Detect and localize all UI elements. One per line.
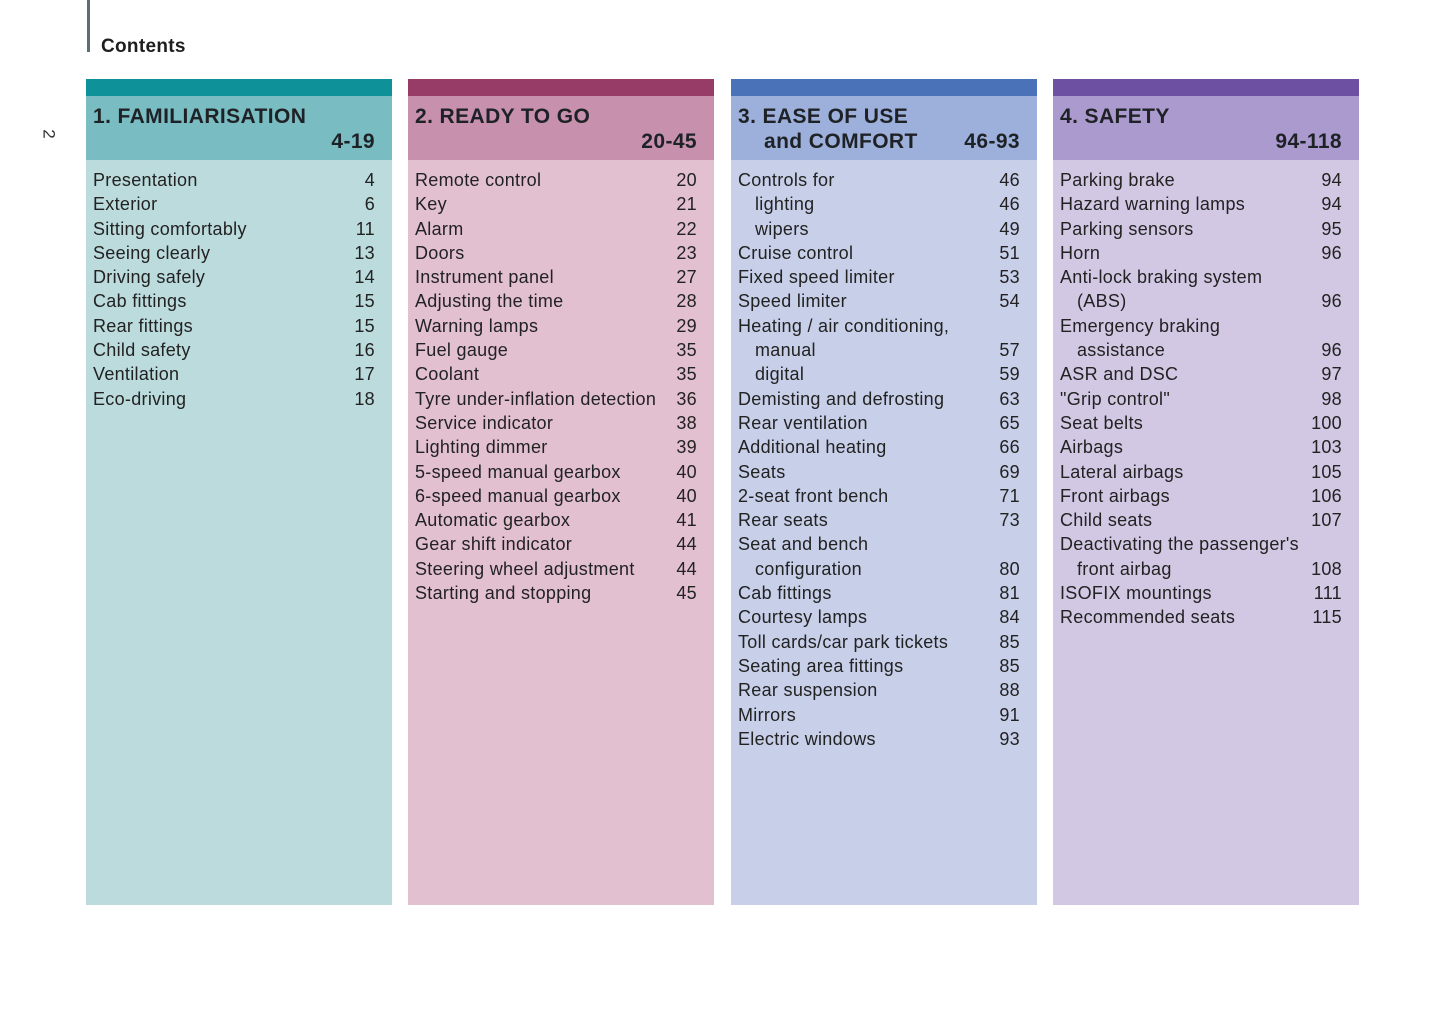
entry-label: digital — [755, 364, 805, 385]
toc-entry[interactable] — [415, 583, 697, 607]
toc-entry[interactable] — [415, 267, 697, 291]
toc-entry[interactable] — [93, 389, 375, 413]
toc-entry[interactable] — [415, 486, 697, 510]
entry-page-number: 36 — [676, 388, 697, 409]
toc-entry[interactable] — [415, 534, 697, 558]
entry-label: Warning lamps — [415, 315, 539, 336]
page-heading: Contents — [101, 36, 186, 57]
entry-page-number: 21 — [676, 194, 697, 215]
toc-entry[interactable] — [1060, 219, 1342, 243]
entry-page-number: 93 — [999, 728, 1020, 749]
toc-entry[interactable] — [1060, 170, 1342, 194]
entry-label: Parking brake — [1060, 170, 1175, 190]
toc-entry[interactable] — [738, 413, 1020, 437]
entry-page-number: 106 — [1311, 485, 1342, 506]
entry-page-number: 107 — [1311, 510, 1342, 531]
entry-label: Toll cards/car park tickets — [738, 631, 949, 652]
toc-entry[interactable] — [415, 389, 697, 413]
entry-page-number: 51 — [999, 242, 1020, 263]
entry-page-number: 98 — [1321, 388, 1342, 409]
toc-entry[interactable] — [738, 340, 1020, 364]
entry-label: Seeing clearly — [93, 242, 211, 263]
entry-label: Lateral airbags — [1060, 461, 1184, 482]
header-rule — [87, 0, 90, 52]
entry-label: Seating area fittings — [738, 655, 904, 676]
entry-label: assistance — [1077, 340, 1166, 361]
toc-entry[interactable] — [738, 462, 1020, 486]
page-number: 2 — [39, 129, 59, 139]
entry-page-number: 103 — [1311, 437, 1342, 458]
toc-entry[interactable] — [738, 389, 1020, 413]
entry-label: Sitting comfortably — [93, 218, 247, 239]
entry-page-number: 84 — [999, 607, 1020, 628]
section-title: 2. READY TO GO — [415, 105, 591, 128]
section-color-bar — [731, 79, 1037, 96]
toc-entry[interactable] — [738, 705, 1020, 729]
section-color-bar — [86, 79, 392, 96]
toc-entry[interactable] — [738, 194, 1020, 218]
entry-label: Alarm — [415, 218, 464, 239]
entry-label: Hazard warning lamps — [1060, 194, 1246, 215]
toc-entry[interactable] — [738, 583, 1020, 607]
toc-entry[interactable] — [93, 243, 375, 267]
toc-entry[interactable] — [738, 243, 1020, 267]
section-page-range: 94-118 — [1275, 130, 1342, 153]
entry-label: Front airbags — [1060, 485, 1170, 506]
section-header[interactable] — [1053, 96, 1359, 160]
entry-label: Exterior — [93, 194, 158, 215]
toc-entry[interactable] — [93, 219, 375, 243]
section-color-bar — [408, 79, 714, 96]
toc-entry[interactable] — [1060, 413, 1342, 437]
toc-entry[interactable] — [415, 170, 697, 194]
entry-label: (ABS) — [1077, 291, 1127, 312]
toc-entry[interactable] — [1060, 510, 1342, 534]
entry-page-number: 80 — [999, 558, 1020, 579]
toc-entry[interactable] — [415, 364, 697, 388]
entry-label: "Grip control" — [1060, 388, 1171, 409]
entry-page-number: 53 — [999, 267, 1020, 288]
toc-entry[interactable] — [1060, 316, 1342, 340]
section-column — [86, 79, 392, 905]
section-column — [731, 79, 1037, 905]
entry-page-number: 71 — [999, 485, 1020, 506]
entry-page-number: 35 — [676, 364, 697, 385]
toc-entry[interactable] — [415, 291, 697, 315]
toc-entry[interactable] — [1060, 389, 1342, 413]
entry-label: Heating / air conditioning, — [738, 315, 950, 336]
toc-entry[interactable] — [415, 413, 697, 437]
entry-label: Rear suspension — [738, 680, 878, 701]
entry-label: Doors — [415, 242, 465, 263]
section-color-bar — [1053, 79, 1359, 96]
entry-label: Mirrors — [738, 704, 797, 725]
toc-entry[interactable] — [415, 462, 697, 486]
toc-entry[interactable] — [1060, 243, 1342, 267]
toc-entry[interactable] — [738, 437, 1020, 461]
section-body — [408, 160, 714, 905]
entry-label: Presentation — [93, 170, 198, 190]
entry-label: Fixed speed limiter — [738, 267, 895, 288]
section-title-continued: and COMFORT — [764, 130, 918, 153]
toc-entry[interactable] — [738, 510, 1020, 534]
entry-label: Gear shift indicator — [415, 534, 573, 555]
toc-entry[interactable] — [415, 316, 697, 340]
toc-entry[interactable] — [93, 170, 375, 194]
entry-label: Rear seats — [738, 510, 829, 531]
entry-label: Instrument panel — [415, 267, 554, 288]
entry-page-number: 85 — [999, 655, 1020, 676]
entry-label: Recommended seats — [1060, 607, 1236, 628]
entry-page-number: 45 — [676, 583, 697, 604]
entry-page-number: 105 — [1311, 461, 1342, 482]
entry-label: Child safety — [93, 340, 191, 361]
entry-page-number: 115 — [1312, 607, 1342, 628]
entry-page-number: 49 — [999, 218, 1020, 239]
entry-label: manual — [755, 340, 816, 361]
toc-entry[interactable] — [738, 632, 1020, 656]
section-page-range: 46-93 — [964, 130, 1020, 153]
toc-entry[interactable] — [738, 534, 1020, 558]
entry-label: Airbags — [1060, 437, 1124, 458]
entry-list — [86, 160, 392, 413]
section-body — [1053, 160, 1359, 905]
entry-label: Ventilation — [93, 364, 180, 385]
toc-entry[interactable] — [415, 340, 697, 364]
entry-page-number: 85 — [999, 631, 1020, 652]
section-title: 4. SAFETY — [1060, 105, 1170, 128]
toc-entry[interactable] — [738, 170, 1020, 194]
entry-page-number: 4 — [364, 170, 375, 190]
entry-label: Adjusting the time — [415, 291, 564, 312]
entry-page-number: 29 — [676, 315, 697, 336]
entry-page-number: 40 — [676, 485, 697, 506]
entry-label: Lighting dimmer — [415, 437, 548, 458]
toc-entry[interactable] — [1060, 267, 1342, 291]
entry-label: 2-seat front bench — [738, 485, 889, 506]
toc-entry[interactable] — [738, 316, 1020, 340]
entry-label: Demisting and defrosting — [738, 388, 945, 409]
entry-page-number: 100 — [1311, 412, 1342, 433]
entry-label: Coolant — [415, 364, 480, 385]
entry-page-number: 69 — [999, 461, 1020, 482]
entry-label: Electric windows — [738, 728, 876, 749]
entry-page-number: 41 — [676, 510, 697, 531]
section-header[interactable] — [86, 96, 392, 160]
entry-page-number: 15 — [354, 315, 375, 336]
toc-entry[interactable] — [1060, 462, 1342, 486]
entry-label: Cab fittings — [93, 291, 187, 312]
entry-page-number: 81 — [999, 583, 1020, 604]
entry-page-number: 22 — [676, 218, 697, 239]
entry-page-number: 63 — [999, 388, 1020, 409]
entry-label: configuration — [755, 558, 862, 579]
toc-entry[interactable] — [738, 656, 1020, 680]
toc-entry[interactable] — [1060, 534, 1342, 558]
toc-entry[interactable] — [1060, 291, 1342, 315]
toc-entry[interactable] — [93, 267, 375, 291]
entry-list — [408, 160, 714, 607]
entry-page-number: 44 — [676, 558, 697, 579]
entry-label: Rear fittings — [93, 315, 193, 336]
entry-page-number: 17 — [354, 364, 375, 385]
toc-entry[interactable] — [738, 291, 1020, 315]
entry-page-number: 66 — [999, 437, 1020, 458]
entry-page-number: 11 — [355, 218, 375, 239]
entry-page-number: 40 — [676, 461, 697, 482]
entry-label: Controls for — [738, 170, 835, 190]
toc-entry[interactable] — [738, 559, 1020, 583]
entry-page-number: 39 — [676, 437, 697, 458]
toc-entry[interactable] — [738, 680, 1020, 704]
entry-label: wipers — [755, 218, 809, 239]
entry-label: ISOFIX mountings — [1060, 583, 1212, 604]
toc-entry[interactable] — [1060, 486, 1342, 510]
toc-entry[interactable] — [93, 291, 375, 315]
entry-list — [731, 160, 1037, 753]
toc-entry[interactable] — [1060, 194, 1342, 218]
toc-entry[interactable] — [415, 437, 697, 461]
toc-entry[interactable] — [415, 559, 697, 583]
entry-label: Seats — [738, 461, 786, 482]
entry-label: Tyre under-inflation detection — [415, 388, 657, 409]
entry-label: ASR and DSC — [1060, 364, 1179, 385]
entry-label: Emergency braking — [1060, 315, 1221, 336]
toc-entry[interactable] — [1060, 364, 1342, 388]
section-page-range: 20-45 — [641, 130, 697, 153]
toc-entry[interactable] — [738, 364, 1020, 388]
entry-page-number: 73 — [999, 510, 1020, 531]
toc-entry[interactable] — [93, 316, 375, 340]
toc-entry[interactable] — [93, 194, 375, 218]
toc-entry[interactable] — [415, 194, 697, 218]
entry-label: Courtesy lamps — [738, 607, 868, 628]
toc-entry[interactable] — [738, 607, 1020, 631]
section-body — [86, 160, 392, 905]
entry-page-number: 96 — [1321, 242, 1342, 263]
entry-page-number: 14 — [354, 267, 375, 288]
entry-label: Service indicator — [415, 412, 554, 433]
section-title: 3. EASE OF USE — [738, 105, 909, 128]
entry-label: Remote control — [415, 170, 542, 190]
toc-entry[interactable] — [93, 364, 375, 388]
entry-page-number: 91 — [999, 704, 1020, 725]
section-page-range: 4-19 — [331, 130, 375, 153]
entry-page-number: 18 — [354, 388, 375, 409]
entry-page-number: 20 — [676, 170, 697, 190]
entry-page-number: 65 — [999, 412, 1020, 433]
entry-page-number: 46 — [999, 194, 1020, 215]
entry-page-number: 54 — [999, 291, 1020, 312]
entry-page-number: 94 — [1321, 194, 1342, 215]
entry-label: Child seats — [1060, 510, 1153, 531]
entry-page-number: 46 — [999, 170, 1020, 190]
entry-page-number: 13 — [354, 242, 375, 263]
entry-label: 6-speed manual gearbox — [415, 485, 621, 506]
entry-label: Steering wheel adjustment — [415, 558, 635, 579]
entry-page-number: 15 — [354, 291, 375, 312]
section-column — [1053, 79, 1359, 905]
toc-entry[interactable] — [1060, 437, 1342, 461]
entry-label: Eco-driving — [93, 388, 187, 409]
entry-label: Key — [415, 194, 447, 215]
entry-label: Starting and stopping — [415, 583, 592, 604]
entry-label: Deactivating the passenger's — [1060, 534, 1299, 555]
entry-label: Additional heating — [738, 437, 887, 458]
entry-page-number: 23 — [676, 242, 697, 263]
entry-label: Parking sensors — [1060, 218, 1194, 239]
entry-label: Anti-lock braking system — [1060, 267, 1263, 288]
entry-label: lighting — [755, 194, 815, 215]
entry-page-number: 6 — [364, 194, 375, 215]
entry-page-number: 16 — [354, 340, 375, 361]
entry-label: 5-speed manual gearbox — [415, 461, 621, 482]
toc-entry[interactable] — [1060, 607, 1342, 631]
entry-list — [1053, 160, 1359, 632]
entry-label: Automatic gearbox — [415, 510, 571, 531]
toc-entry[interactable] — [738, 729, 1020, 753]
entry-page-number: 57 — [999, 340, 1020, 361]
entry-label: Cruise control — [738, 242, 854, 263]
toc-entry[interactable] — [93, 340, 375, 364]
entry-page-number: 111 — [1313, 583, 1342, 604]
entry-page-number: 35 — [676, 340, 697, 361]
section-title: 1. FAMILIARISATION — [93, 105, 307, 128]
entry-page-number: 88 — [999, 680, 1020, 701]
toc-entry[interactable] — [415, 243, 697, 267]
section-header[interactable] — [408, 96, 714, 160]
section-column — [408, 79, 714, 905]
entry-label: front airbag — [1077, 558, 1172, 579]
entry-label: Fuel gauge — [415, 340, 509, 361]
toc-entry[interactable] — [415, 510, 697, 534]
entry-page-number: 38 — [676, 412, 697, 433]
entry-page-number: 97 — [1321, 364, 1342, 385]
entry-label: Horn — [1060, 242, 1101, 263]
entry-page-number: 59 — [999, 364, 1020, 385]
entry-page-number: 94 — [1321, 170, 1342, 190]
entry-page-number: 96 — [1321, 291, 1342, 312]
entry-label: Speed limiter — [738, 291, 847, 312]
entry-label: Driving safely — [93, 267, 206, 288]
section-header[interactable] — [731, 96, 1037, 160]
entry-page-number: 108 — [1311, 558, 1342, 579]
section-body — [731, 160, 1037, 905]
entry-label: Seat belts — [1060, 412, 1144, 433]
entry-label: Seat and bench — [738, 534, 869, 555]
entry-label: Rear ventilation — [738, 412, 868, 433]
entry-page-number: 28 — [676, 291, 697, 312]
entry-page-number: 96 — [1321, 340, 1342, 361]
entry-page-number: 44 — [676, 534, 697, 555]
toc-entry[interactable] — [738, 267, 1020, 291]
entry-page-number: 95 — [1321, 218, 1342, 239]
toc-entry[interactable] — [738, 219, 1020, 243]
toc-entry[interactable] — [1060, 583, 1342, 607]
toc-entry[interactable] — [415, 219, 697, 243]
entry-page-number: 27 — [676, 267, 697, 288]
toc-entry[interactable] — [1060, 340, 1342, 364]
toc-entry[interactable] — [1060, 559, 1342, 583]
entry-label: Cab fittings — [738, 583, 832, 604]
toc-entry[interactable] — [738, 486, 1020, 510]
